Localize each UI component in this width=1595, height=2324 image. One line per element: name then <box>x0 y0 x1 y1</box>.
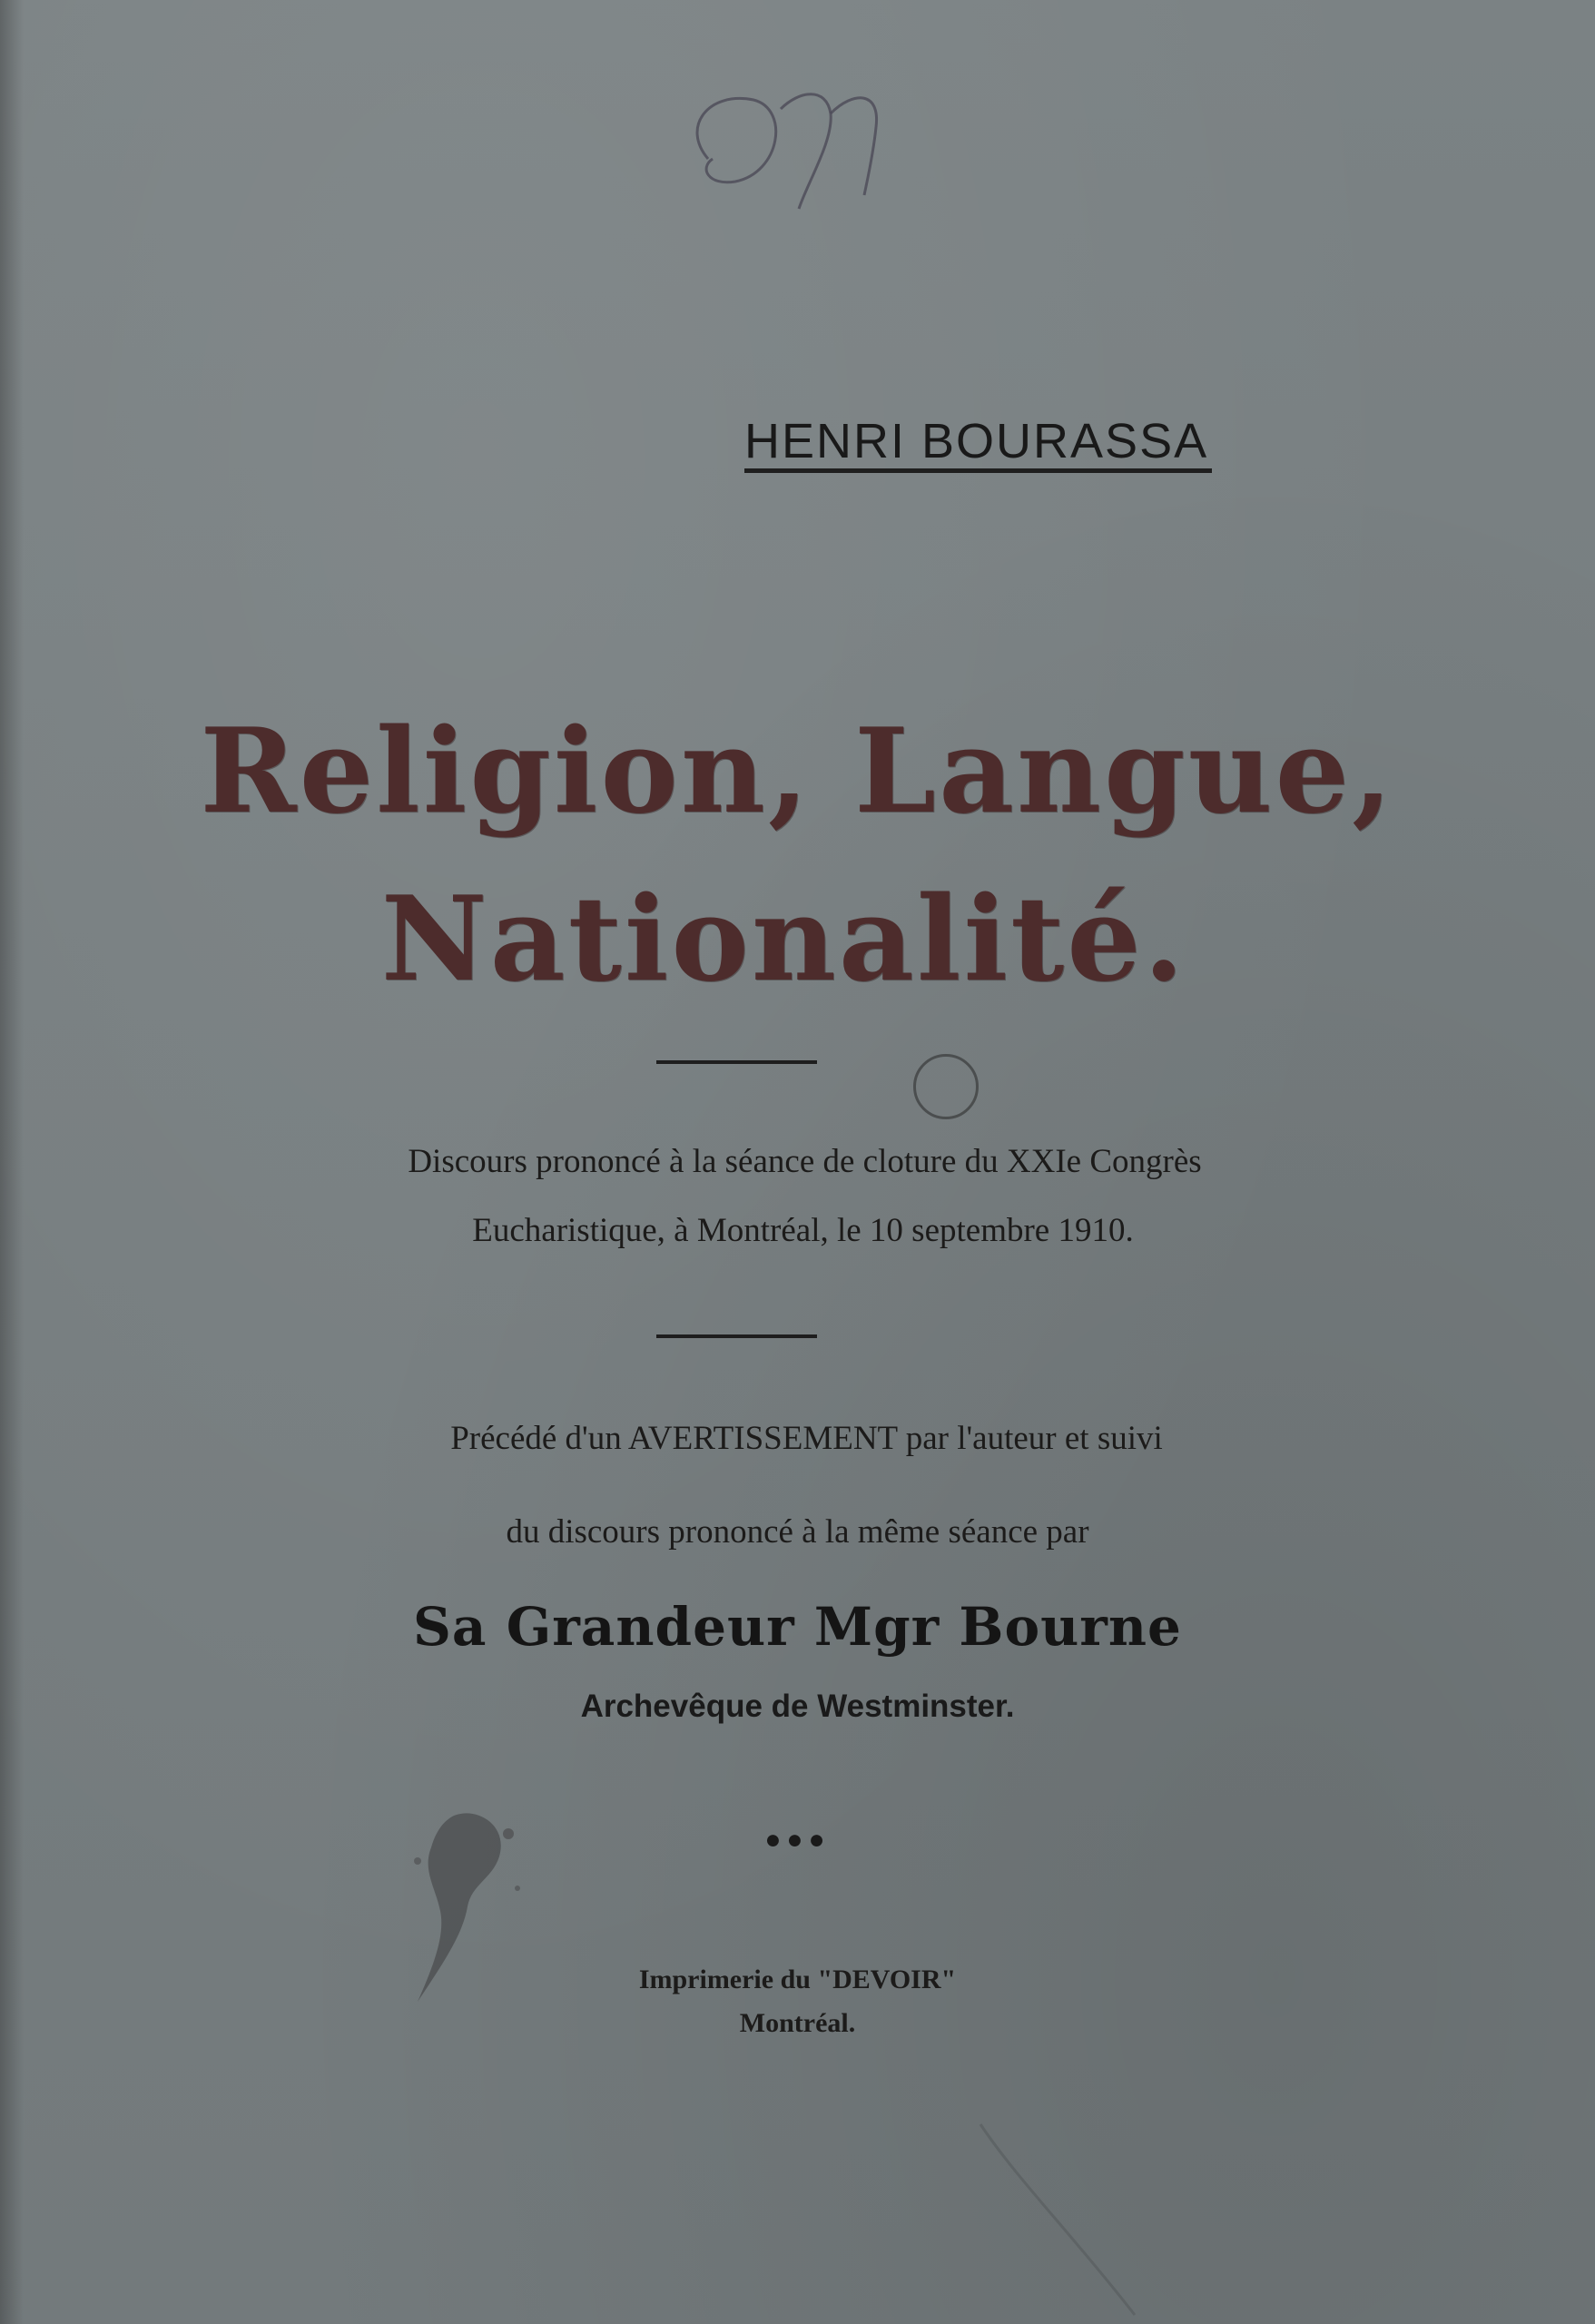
speech-description-line-2: Eucharistique, à Montréal, le 10 septembre 1910. <box>472 1212 1134 1249</box>
preface-note-line-1: Précédé d'un AVERTISSEMENT par l'auteur et suivi <box>450 1420 1163 1457</box>
handwritten-signature <box>672 73 1289 227</box>
printer-city: Montréal. <box>739 2008 856 2038</box>
printer-imprint: Imprimerie du "DEVOIR" <box>638 1965 957 1994</box>
preface-note-line-2: du discours prononcé à la même séance par <box>506 1513 1089 1551</box>
paper-crease-mark <box>962 2115 1144 2324</box>
title-line-2: Nationalité. <box>380 872 1187 1008</box>
divider-rule <box>656 1334 817 1338</box>
title-line-1: Religion, Langue, <box>200 704 1395 840</box>
author-underline <box>744 468 1212 473</box>
dignitary-name: Sa Grandeur Mgr Bourne <box>413 1596 1182 1658</box>
circle-stamp-mark <box>913 1054 979 1119</box>
speech-description-line-1: Discours prononcé à la séance de cloture du XXIe Congrès <box>408 1143 1202 1180</box>
dignitary-role: Archevêque de Westminster. <box>580 1689 1015 1724</box>
signature-flourish <box>672 73 1289 227</box>
divider-rule <box>656 1060 817 1064</box>
author-name: HENRI BOURASSA <box>744 414 1209 468</box>
ornament-dots: ●●● <box>764 1825 831 1855</box>
